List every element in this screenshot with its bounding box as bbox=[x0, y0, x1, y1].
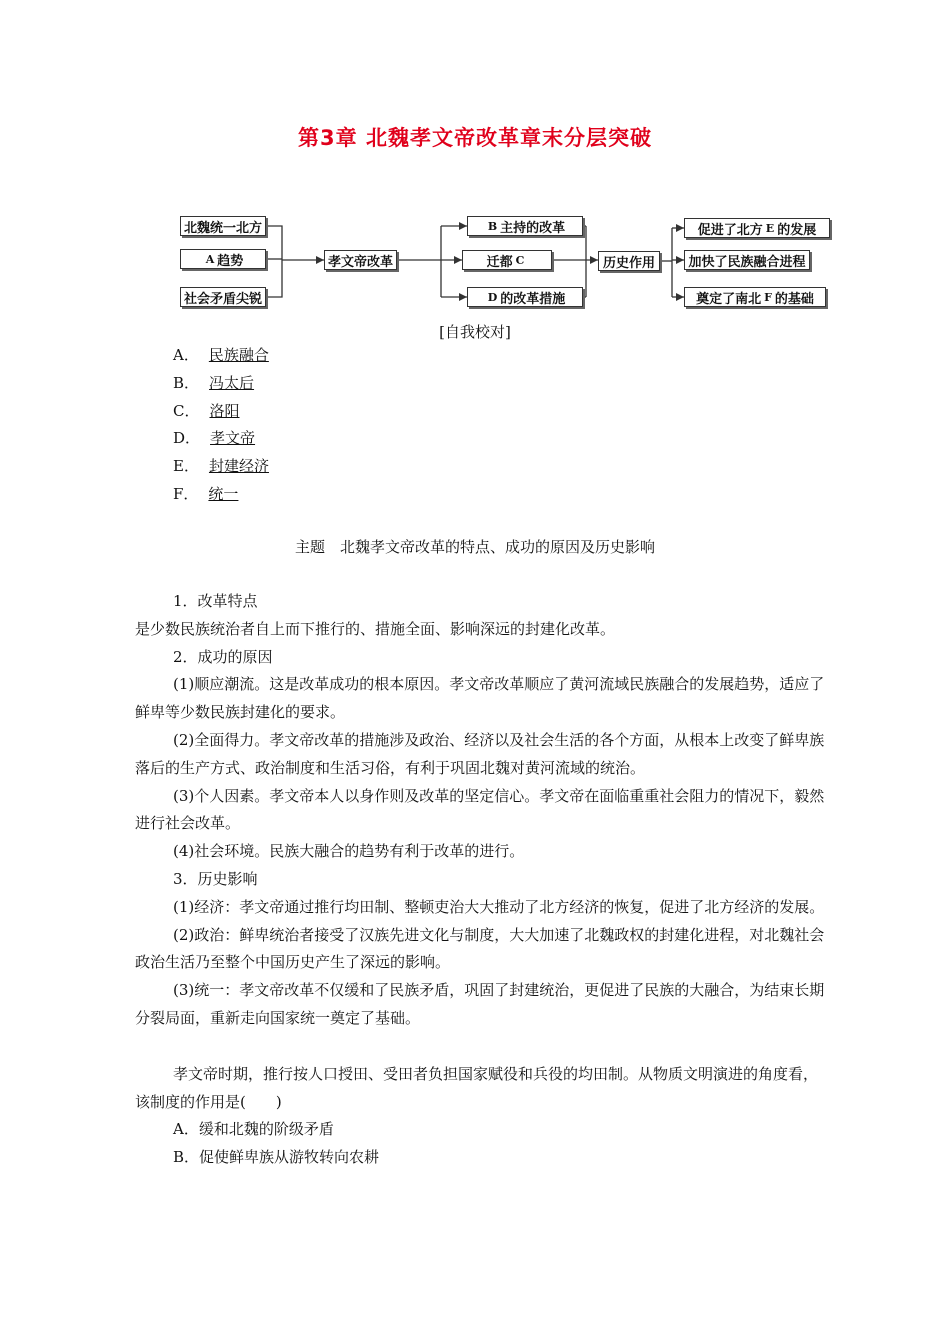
box-label: 北魏统一北方 bbox=[183, 220, 262, 236]
paragraph: (2)政治：鲜卑统治者接受了汉族先进文化与制度，大大加速了北魏政权的封建化进程，对北魏社会政治生活乃至整个中国历史产生了深远的影响。 bbox=[135, 925, 825, 972]
paragraph: 是少数民族统治者自上而下推行的、措施全面、影响深远的封建化改革。 bbox=[135, 619, 616, 638]
paragraph: (3)统一：孝文帝改革不仅缓和了民族矛盾，巩固了封建统治，更促进了民族的大融合，为结束长期分裂局面，重新走向国家统一奠定了基础。 bbox=[135, 981, 825, 1027]
box-historical-role bbox=[598, 251, 660, 271]
box-label: 促进了北方 bbox=[697, 222, 763, 238]
box-reform-center bbox=[324, 250, 397, 270]
answer-key: E． bbox=[173, 457, 199, 476]
main-text bbox=[135, 588, 825, 1172]
box-label: 的发展 bbox=[777, 222, 817, 238]
answer-item bbox=[173, 398, 269, 426]
section-heading: 2．成功的原因 bbox=[173, 647, 273, 666]
answer-key: C． bbox=[173, 401, 200, 420]
blank-letter-b: B bbox=[487, 219, 498, 233]
box-label: 的改革措施 bbox=[500, 291, 566, 307]
paragraph: (2)全面得力。孝文帝改革的措施涉及政治、经济以及社会生活的各个方面，从根本上改变了鲜卑族落后的生产方式、政治制度和生活习俗，有利于巩固北魏对黄河流域的统治。 bbox=[135, 730, 825, 777]
answer-key: B． bbox=[173, 373, 200, 392]
box-label: 孝文帝改革 bbox=[327, 254, 393, 270]
box-label: 加快了民族融合进程 bbox=[688, 254, 806, 270]
section-heading: 1．改革特点 bbox=[173, 592, 258, 610]
answer-key: D． bbox=[173, 429, 201, 448]
box-label: 主持的改革 bbox=[500, 220, 566, 236]
box-social-conflict bbox=[180, 287, 266, 307]
box-unification-foundation bbox=[684, 287, 826, 307]
blank-letter-d: D bbox=[487, 290, 498, 304]
box-ethnic-integration bbox=[684, 250, 810, 270]
answer-key: F． bbox=[173, 484, 199, 503]
blank-letter-a: A bbox=[205, 252, 215, 266]
box-label: 历史作用 bbox=[602, 255, 655, 271]
paragraph: (1)经济：孝文帝通过推行均田制、整顿吏治大大推动了北方经济的恢复，促进了北方经济的发展。 bbox=[173, 897, 825, 916]
box-label: 奠定了南北 bbox=[696, 291, 762, 307]
answer-list bbox=[173, 342, 269, 509]
question-option: A．缓和北魏的阶级矛盾 bbox=[173, 1120, 334, 1139]
answer-item bbox=[173, 453, 269, 481]
answer-item bbox=[173, 342, 269, 370]
section-heading: 3．历史影响 bbox=[173, 869, 258, 888]
box-label: 趋势 bbox=[217, 253, 244, 269]
answer-item bbox=[173, 481, 269, 509]
answer-value: 民族融合 bbox=[208, 346, 269, 364]
answer-value: 冯太后 bbox=[209, 373, 255, 392]
left-bracket bbox=[266, 226, 282, 297]
box-relocation bbox=[462, 250, 552, 270]
answer-key: A． bbox=[173, 346, 199, 364]
paragraph: (3)个人因素。孝文帝本人以身作则及改革的坚定信心。孝文帝在面临重重社会阻力的情况下，毅然进行社会改革。 bbox=[135, 786, 825, 833]
box-measures bbox=[467, 287, 583, 307]
answer-item bbox=[173, 370, 269, 398]
answer-value: 孝文帝 bbox=[210, 429, 256, 448]
box-north-development bbox=[684, 218, 830, 238]
answer-item bbox=[173, 425, 269, 453]
answer-value: 洛阳 bbox=[209, 401, 240, 420]
spacer bbox=[135, 1033, 825, 1061]
question-option: B．促使鲜卑族从游牧转向农耕 bbox=[173, 1148, 380, 1167]
box-label: 的基础 bbox=[774, 291, 814, 307]
question-stem: 孝文帝时期，推行按人口授田、受田者负担国家赋役和兵役的均田制。从物质文明演进的角度看，该制度的作用是( ) bbox=[135, 1064, 819, 1111]
answer-value: 统一 bbox=[208, 484, 239, 503]
knowledge-diagram bbox=[0, 0, 950, 340]
paragraph: (1)顺应潮流。这是改革成功的根本原因。孝文帝改革顺应了黄河流域民族融合的发展趋势，适应了鲜卑等少数民族封建化的要求。 bbox=[135, 675, 825, 722]
blank-letter-c: C bbox=[515, 253, 525, 267]
box-trend bbox=[180, 249, 266, 269]
box-label: 迁都 bbox=[486, 254, 513, 270]
paragraph: (4)社会环境。民族大融合的趋势有利于改革的进行。 bbox=[173, 842, 525, 861]
box-label: 社会矛盾尖锐 bbox=[183, 291, 262, 307]
box-northern-unification bbox=[180, 216, 266, 236]
blank-letter-f: F bbox=[764, 290, 772, 304]
selfcheck-label: [自我校对] bbox=[439, 323, 511, 341]
topic-heading: 主题 北魏孝文帝改革的特点、成功的原因及历史影响 bbox=[294, 538, 655, 556]
box-presiding bbox=[467, 216, 583, 236]
blank-letter-e: E bbox=[765, 221, 775, 235]
answer-value: 封建经济 bbox=[208, 457, 269, 476]
page-title: 第3章 北魏孝文帝改革章末分层突破 bbox=[298, 126, 652, 150]
